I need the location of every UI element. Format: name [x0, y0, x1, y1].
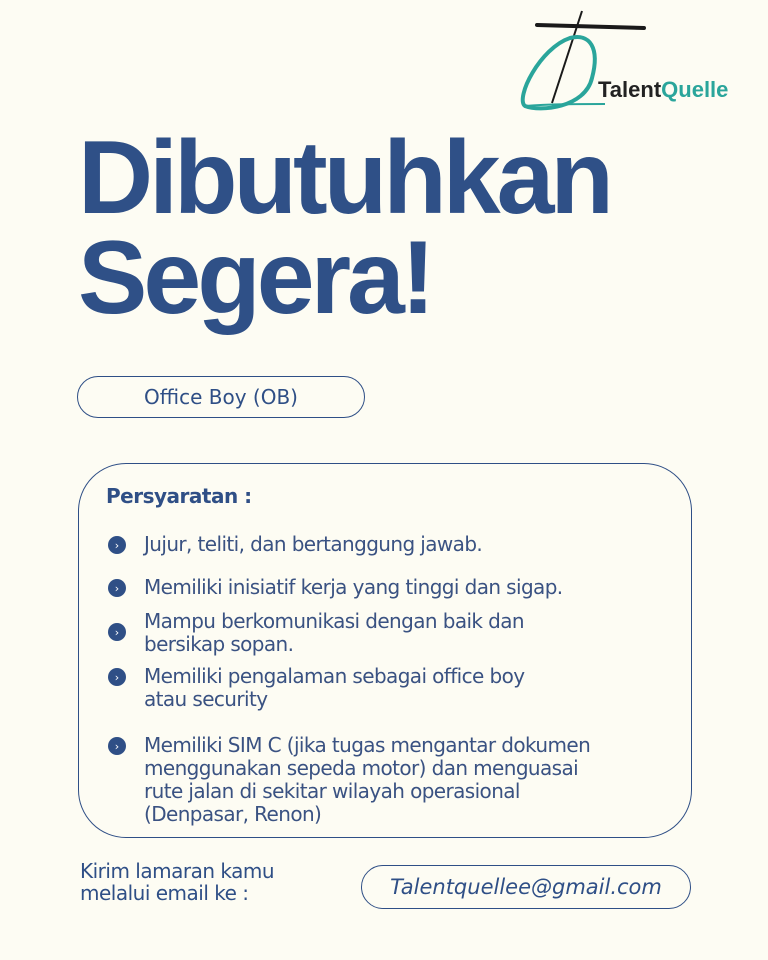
requirement-text: Memiliki SIM C (jika tugas mengantar dokumen menggunakan sepeda motor) dan menguasai rute jalan di sekitar wilayah operasional (Denpasar, Renon) — [144, 733, 591, 826]
requirement-item — [108, 576, 624, 599]
requirement-text: Memiliki inisiatif kerja yang tinggi dan sigap. — [144, 575, 563, 599]
requirement-item — [108, 533, 624, 556]
chevron-right-icon: › — [108, 536, 126, 554]
requirement-item — [108, 610, 564, 656]
requirement-item — [108, 665, 564, 711]
headline — [78, 120, 610, 336]
requirements-title: Persyaratan : — [106, 484, 252, 508]
chevron-right-icon: › — [108, 737, 126, 755]
position-badge: Office Boy (OB) — [77, 376, 365, 418]
brand-name: TalentQuelle — [598, 77, 729, 102]
chevron-right-icon: › — [108, 668, 126, 686]
requirement-text: Jujur, teliti, dan bertanggung jawab. — [144, 532, 483, 556]
requirement-text: Mampu berkomunikasi dengan baik dan bersikap sopan. — [144, 609, 524, 656]
send-instruction — [80, 860, 274, 904]
chevron-right-icon: › — [108, 623, 126, 641]
send-instruction-line1: Kirim lamaran kamu — [80, 859, 274, 883]
headline-line1: Dibutuhkan — [78, 120, 610, 236]
send-instruction-line2: melalui email ke : — [80, 881, 249, 905]
requirement-text: Memiliki pengalaman sebagai office boy atau security — [144, 664, 525, 711]
requirement-item — [108, 734, 619, 826]
headline-line2: Segera! — [78, 220, 432, 336]
chevron-right-icon: › — [108, 579, 126, 597]
email-link[interactable]: Talentquellee@gmail.com — [361, 865, 691, 909]
